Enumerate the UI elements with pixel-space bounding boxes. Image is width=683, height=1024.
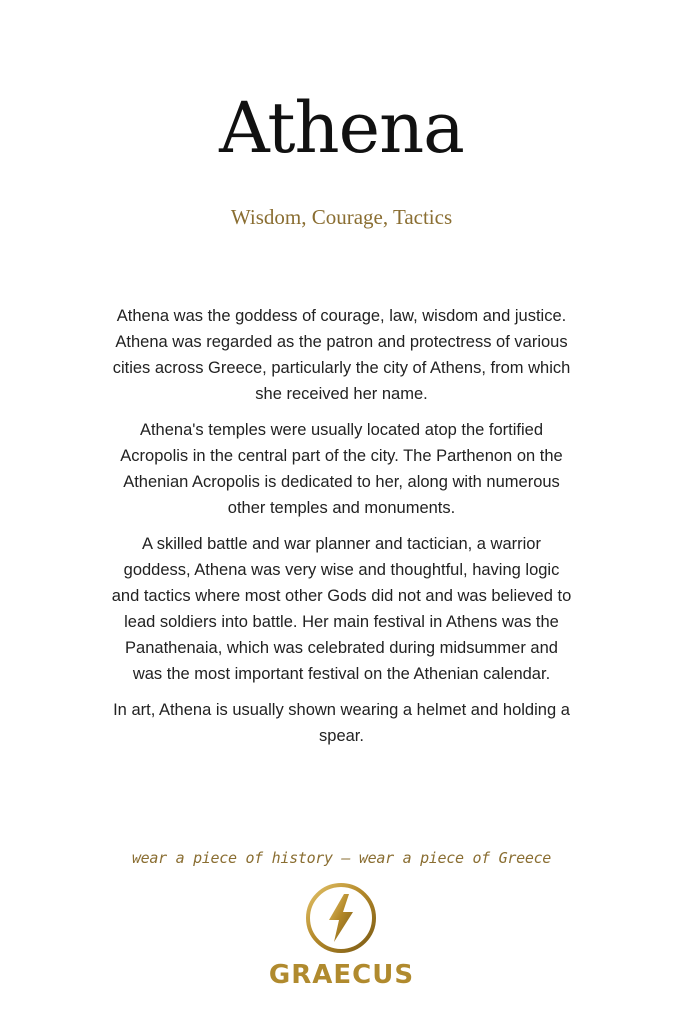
lightning-bolt-circle-icon	[303, 880, 379, 956]
page-title: Athena	[219, 87, 464, 169]
page-subtitle: Wisdom, Courage, Tactics	[230, 205, 453, 229]
description-body	[110, 303, 573, 759]
paragraph-1: Athena was the goddess of courage, law, wisdom and justice. Athena was regarded as the patron and protectress of various cities across Greece, particularly the city of Athens, from which she received her name.	[112, 307, 571, 403]
brand-name: GRAECUS	[268, 960, 415, 990]
paragraph-3: A skilled battle and war planner and tactician, a warrior goddess, Athena was very wise and thoughtful, having logic and tactics where most other Gods did not and was believed to lead soldiers into battle. Her main festival in Athens was the Panathenaia, which was celebrated during midsummer and was the most important festival on the Athenian calendar.	[111, 535, 572, 683]
tagline: wear a piece of history – wear a piece of Greece	[131, 849, 552, 867]
paragraph-2: Athena's temples were usually located atop the fortified Acropolis in the central part of the city. The Parthenon on the Athenian Acropolis is dedicated to her, along with numerous other temples and monuments.	[120, 421, 563, 517]
paragraph-4: In art, Athena is usually shown wearing a helmet and holding a spear.	[113, 701, 570, 745]
